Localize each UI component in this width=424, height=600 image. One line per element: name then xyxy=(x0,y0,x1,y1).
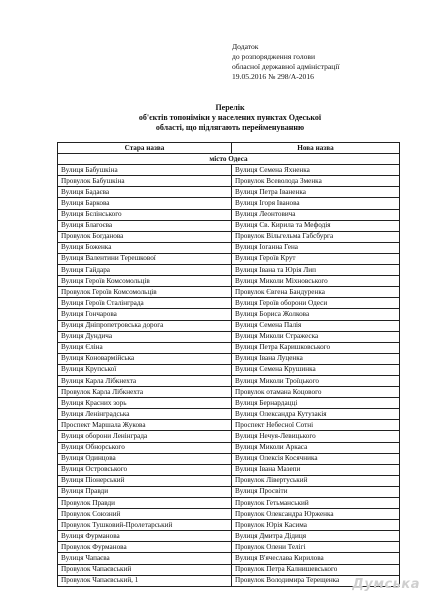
old-name-cell: Вулиця Карла Лібкнехта xyxy=(58,375,232,386)
table-row xyxy=(58,498,400,509)
table-row xyxy=(58,553,400,564)
old-name-cell: Вулиця Дундича xyxy=(58,331,232,342)
table-row xyxy=(58,442,400,453)
new-name-cell: Вулиця Миколи Аркаса xyxy=(232,442,400,453)
table-body xyxy=(58,154,400,587)
table-row xyxy=(58,298,400,309)
old-name-cell: Вулиця Обнорського xyxy=(58,442,232,453)
table-row xyxy=(58,165,400,176)
old-name-cell: Вулиця Чапаєва xyxy=(58,553,232,564)
new-name-cell: Вулиця Миколи Стражеска xyxy=(232,331,400,342)
old-name-cell: Вулиця Валентини Терешкової xyxy=(58,253,232,264)
table-row xyxy=(58,231,400,242)
new-name-cell: Вулиця Семена Палія xyxy=(232,320,400,331)
old-name-cell: Провулок Правди xyxy=(58,498,232,509)
title-line-3: області, що підлягають перейменуванню xyxy=(155,123,305,133)
old-name-cell: Провулок Союзний xyxy=(58,509,232,520)
new-name-cell: Вулиця Іоганна Гена xyxy=(232,242,400,253)
new-name-cell: Провулок Вільгельма Габсбурга xyxy=(232,231,400,242)
old-name-cell: Провулок Карла Лібкнехта xyxy=(58,387,232,398)
table-row xyxy=(58,486,400,497)
table-row xyxy=(58,309,400,320)
watermark-logo: Думська xyxy=(352,577,420,592)
new-name-cell: Вулиця Івана та Юрія Лип xyxy=(232,265,400,276)
new-name-cell: Провулок Володимира Терещенка xyxy=(232,575,400,586)
old-name-cell: Провулок Фурманова xyxy=(58,542,232,553)
old-name-cell: Вулиця Благоєва xyxy=(58,220,232,231)
annex-line-1: Додаток xyxy=(232,42,259,51)
column-header-old-name: Стара назва xyxy=(58,143,232,154)
old-name-cell: Вулиця Крупської xyxy=(58,364,232,375)
new-name-cell: Вулиця Семена Крушинка xyxy=(232,364,400,375)
table-row xyxy=(58,342,400,353)
old-name-cell: Вулиця Дніпропетровська дорога xyxy=(58,320,232,331)
new-name-cell: Вулиця Нечуя-Левицького xyxy=(232,431,400,442)
new-name-cell: Вулиця Івана Мазепи xyxy=(232,464,400,475)
new-name-cell: Провулок Євгена Бандуренка xyxy=(232,287,400,298)
table-row xyxy=(58,353,400,364)
title-line-2: об'єктів топоніміки у населених пунктах Одеської xyxy=(138,113,322,123)
table-row xyxy=(58,475,400,486)
new-name-cell: Вулиця В'ячеслава Кирилова xyxy=(232,553,400,564)
table-row xyxy=(58,564,400,575)
old-name-cell: Вулиця Боженка xyxy=(58,242,232,253)
old-name-cell: Провулок Чапаєвський xyxy=(58,564,232,575)
old-name-cell: Вулиця Ленінградська xyxy=(58,409,232,420)
table-row xyxy=(58,575,400,586)
old-name-cell: Провулок Богданова xyxy=(58,231,232,242)
new-name-cell: Вулиця Героїв Крут xyxy=(232,253,400,264)
new-name-cell: Провулок Олександра Юрженка xyxy=(232,509,400,520)
old-name-cell: Вулиця Красних зорь xyxy=(58,398,232,409)
new-name-cell: Провулок Юрія Касима xyxy=(232,520,400,531)
old-name-cell: Вулиця Героїв Комсомольців xyxy=(58,276,232,287)
table-row xyxy=(58,509,400,520)
document-title xyxy=(60,103,400,134)
renaming-table xyxy=(57,142,400,587)
table-row xyxy=(58,287,400,298)
new-name-cell: Вулиця Олександра Кутузакія xyxy=(232,409,400,420)
new-name-cell: Проспект Небесної Сотні xyxy=(232,420,400,431)
city-name: місто Одеса xyxy=(58,154,400,165)
new-name-cell: Вулиця Св. Кирила та Мефодія xyxy=(232,220,400,231)
table-row xyxy=(58,420,400,431)
old-name-cell: Вулиця Бєлінського xyxy=(58,209,232,220)
table-row xyxy=(58,253,400,264)
old-name-cell: Вулиця Гайдара xyxy=(58,265,232,276)
table-row xyxy=(58,176,400,187)
table-row xyxy=(58,198,400,209)
table-row xyxy=(58,242,400,253)
table-row xyxy=(58,220,400,231)
city-section-row xyxy=(58,154,400,165)
old-name-cell: Вулиця оборони Ленінграда xyxy=(58,431,232,442)
table-row xyxy=(58,542,400,553)
old-name-cell: Вулиця Коновармійська xyxy=(58,353,232,364)
new-name-cell: Провулок Всеволода Зменка xyxy=(232,176,400,187)
old-name-cell: Провулок Бабушкіна xyxy=(58,176,232,187)
new-name-cell: Провулок Петра Калнишевського xyxy=(232,564,400,575)
old-name-cell: Провулок Чапаєвський, 1 xyxy=(58,575,232,586)
new-name-cell: Провулок отамана Коцового xyxy=(232,387,400,398)
annex-block xyxy=(232,42,340,82)
old-name-cell: Вулиця Баркова xyxy=(58,198,232,209)
new-name-cell: Вулиця Просвіти xyxy=(232,486,400,497)
table-row xyxy=(58,364,400,375)
table-row xyxy=(58,431,400,442)
old-name-cell: Вулиця Героїв Сталінграда xyxy=(58,298,232,309)
table-row xyxy=(58,387,400,398)
old-name-cell: Вулиця Правди xyxy=(58,486,232,497)
new-name-cell: Вулиця Семена Яхненка xyxy=(232,165,400,176)
new-name-cell: Вулиця Ігоря Іванова xyxy=(232,198,400,209)
old-name-cell: Вулиця Єліна xyxy=(58,342,232,353)
table-row xyxy=(58,531,400,542)
new-name-cell: Вулиця Івана Луценка xyxy=(232,353,400,364)
old-name-cell: Вулиця Піонерський xyxy=(58,475,232,486)
new-name-cell: Вулиця Героїв оборони Одеси xyxy=(232,298,400,309)
table-row xyxy=(58,265,400,276)
title-line-1: Перелік xyxy=(215,103,245,112)
old-name-cell: Провулок Героїв Комсомольців xyxy=(58,287,232,298)
table-row xyxy=(58,320,400,331)
table-row xyxy=(58,520,400,531)
table-row xyxy=(58,276,400,287)
table-row xyxy=(58,375,400,386)
new-name-cell: Вулиця Леонтовича xyxy=(232,209,400,220)
annex-line-4: 19.05.2016 № 298/А-2016 xyxy=(232,71,314,81)
new-name-cell: Вулиця Бернардацці xyxy=(232,398,400,409)
new-name-cell: Вулиця Бориса Жолкова xyxy=(232,309,400,320)
new-name-cell: Вулиця Олексія Косячника xyxy=(232,453,400,464)
new-name-cell: Провулок Гетьманський xyxy=(232,498,400,509)
table-row xyxy=(58,453,400,464)
old-name-cell: Вулиця Одинцова xyxy=(58,453,232,464)
new-name-cell: Провулок Олени Телігі xyxy=(232,542,400,553)
new-name-cell: Вулиця Дмитра Дідиця xyxy=(232,531,400,542)
old-name-cell: Вулиця Фурманова xyxy=(58,531,232,542)
old-name-cell: Вулиця Бадаєва xyxy=(58,187,232,198)
table-header-row xyxy=(58,143,400,154)
old-name-cell: Вулиця Бабушкіна xyxy=(58,165,232,176)
old-name-cell: Вулиця Островського xyxy=(58,464,232,475)
table-row xyxy=(58,464,400,475)
new-name-cell: Вулиця Миколи Троїцького xyxy=(232,375,400,386)
annex-line-2: до розпорядження голови xyxy=(232,51,316,61)
new-name-cell: Провулок Лівертуський xyxy=(232,475,400,486)
table-row xyxy=(58,398,400,409)
old-name-cell: Вулиця Гончарова xyxy=(58,309,232,320)
old-name-cell: Проспект Маршала Жукова xyxy=(58,420,232,431)
new-name-cell: Вулиця Петра Каришковського xyxy=(232,342,400,353)
old-name-cell: Провулок Тушковий-Пролетарський xyxy=(58,520,232,531)
table-row xyxy=(58,209,400,220)
column-header-new-name: Нова назва xyxy=(232,143,400,154)
table-row xyxy=(58,187,400,198)
new-name-cell: Вулиця Петра Іваненка xyxy=(232,187,400,198)
new-name-cell: Вулиця Миколи Міхновського xyxy=(232,276,400,287)
table-row xyxy=(58,409,400,420)
table-row xyxy=(58,331,400,342)
annex-line-3: обласної державної адміністрації xyxy=(232,61,340,71)
